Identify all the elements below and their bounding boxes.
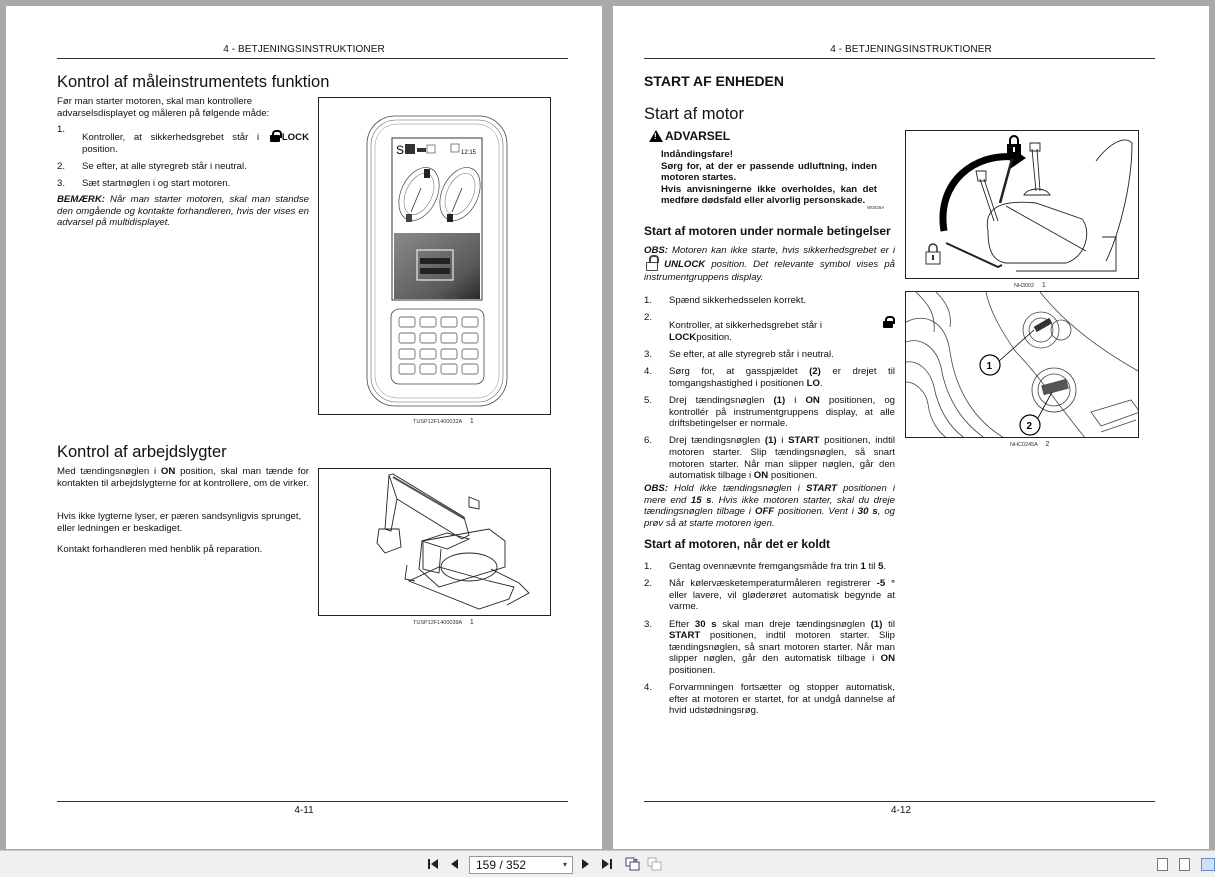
running-head: 4 - BETJENINGSINSTRUKTIONER — [830, 44, 992, 55]
lock-open-icon — [646, 257, 656, 269]
header-rule — [57, 58, 568, 59]
prev-page-icon — [450, 858, 460, 870]
lock-closed-icon — [270, 130, 280, 142]
chapter-title: START AF ENHEDEN — [644, 73, 784, 89]
running-head: 4 - BETJENINGSINSTRUKTIONER — [223, 44, 385, 55]
list-item: 3. Efter 30 s skal man dreje tændingsnøglen (1) til START positionen, indtil motoren starter. Slip tændingsnøglen, så snart motoren starter. Når man slipper nøglen, går den automatisk tilbage i ON positionen. — [644, 618, 895, 676]
subsection-title: Start af motoren under normale betingelser — [644, 224, 891, 238]
continuous-view-icon[interactable] — [1179, 858, 1190, 871]
next-page-icon — [580, 858, 590, 870]
section-title: Start af motor — [644, 105, 744, 123]
subsection-title: Start af motoren, når det er koldt — [644, 537, 831, 551]
paragraph: Med tændingsnøglen i ON position, skal man tænde for kontakten til arbejdslygterne for at kontrollere, om de virker. — [57, 466, 309, 489]
navigation-toolbar — [0, 850, 1215, 877]
normal-start-steps — [644, 295, 895, 487]
list-item: 3. Sæt startnøglen i og start motoren. — [57, 177, 231, 189]
safety-lever-illustration — [906, 131, 1139, 279]
two-page-view-icon[interactable] — [1201, 858, 1215, 871]
page-forward-button[interactable] — [646, 857, 662, 871]
instrument-panel-figure — [318, 97, 551, 415]
list-item: 2. Kontroller, at sikkerhedsgrebet står i LOCKposition. — [644, 312, 895, 343]
lock-open-icon — [926, 244, 940, 264]
list-item: 2. Når kølervæsketemperaturmåleren registrerer -5 ° eller lavere, vil gløderøret automatisk begynde at varme. — [644, 578, 895, 613]
svg-text:1: 1 — [986, 361, 993, 372]
page-dropdown-icon[interactable]: ▾ — [562, 860, 567, 869]
figure-caption: TUSP12F1400039A 1 — [413, 619, 474, 626]
page-number: 4-11 — [294, 805, 314, 816]
first-page-button[interactable] — [427, 857, 441, 871]
obs-note: OBS: Hold ikke tændingsnøglen i START positionen i mere end 15 s. Hvis ikke motoren starter, skal du dreje tændingsnøglen tilbage i OFF positionen. Vent i 30 s, og prøv så at starte motoren igen. — [644, 483, 895, 529]
figure-caption: TUSP12F1400032A 1 — [413, 418, 474, 425]
list-item: 6. Drej tændingsnøglen (1) i START positionen, indtil motoren starter. Slip tændingsnøglen, så snart motoren starter. Når man slipper nøglen, går den automatisk tilbage i ON positionen. — [644, 435, 895, 482]
lock-closed-icon — [1007, 136, 1021, 155]
figure-caption: NH3002 1 — [1014, 282, 1046, 289]
last-page-button[interactable] — [599, 857, 613, 871]
warning-code: W0028A — [867, 205, 885, 210]
first-page-icon — [428, 858, 440, 870]
single-page-view-icon[interactable] — [1157, 858, 1168, 871]
svg-text:2: 2 — [1026, 421, 1033, 432]
safety-lever-figure — [905, 130, 1139, 279]
warning-title: ! ADVARSEL — [649, 129, 730, 143]
page-forward-icon — [647, 857, 662, 871]
header-rule — [644, 58, 1155, 59]
section-title: Kontrol af måleinstrumentets funktion — [57, 73, 330, 91]
warning-body: Indåndingsfare! Sørg for, at der er passende udluftning, inden motoren startes. Hvis anvisningerne ikke overholdes, kan det medføre dødsfald eller alvorlig personskade. — [661, 149, 877, 207]
svg-text:12:15: 12:15 — [461, 150, 477, 156]
lock-closed-icon — [883, 316, 893, 328]
intro-paragraph: Før man starter motoren, skal man kontrollere advarselsdisplayet og måleren på følgende måde: — [57, 96, 270, 119]
list-item: 4. Forvarmningen fortsætter og stopper automatisk, efter at motoren er startet, for at undgå dannelse af hvid udstødningsrøg. — [644, 682, 895, 717]
list-item: 1. Spænd sikkerhedsselen korrekt. — [644, 295, 807, 306]
instrument-panel-illustration — [319, 98, 551, 415]
ignition-throttle-illustration — [906, 292, 1139, 438]
last-page-icon — [600, 858, 612, 870]
excavator-illustration — [319, 469, 551, 616]
page-back-icon — [625, 857, 640, 871]
previous-page-button[interactable] — [448, 857, 462, 871]
footer-rule — [644, 801, 1155, 802]
paragraph: Kontakt forhandleren med henblik på reparation. — [57, 544, 263, 555]
note-paragraph: BEMÆRK: Når man starter motoren, skal man standse den omgående og kontakte forhandleren, hvis der vises en advarsel på multidisplayet. — [57, 194, 309, 229]
list-item: 2. Se efter, at alle styregreb står i neutral. — [57, 160, 247, 172]
ignition-throttle-figure — [905, 291, 1139, 438]
list-item: 3. Se efter, at alle styregreb står i neutral. — [644, 348, 834, 360]
section-title: Kontrol af arbejdslygter — [57, 443, 227, 461]
cold-start-steps — [644, 561, 895, 723]
obs-note: OBS: Motoren kan ikke starte, hvis sikkerhedsgrebet er i UNLOCK position. Det relevante symbol vises på instrumentgruppens display. — [644, 245, 895, 283]
footer-rule — [57, 801, 568, 802]
page-number-input[interactable]: 159 / 352 ▾ — [469, 856, 573, 874]
list-item: 4. Sørg for, at gasspjældet (2) er drejet til tomgangshastighed i positionen LO. — [644, 366, 895, 389]
list-item: 1. Kontroller, at sikkerhedsgrebet står i LOCK position. — [57, 124, 309, 155]
list-item: 5. Drej tændingsnøglen (1) i ON positionen, og kontrollér på instrumentgruppens display, at alle driftsbetingelser er normale. — [644, 394, 895, 430]
check-steps — [57, 124, 309, 195]
paragraph: Hvis ikke lygterne lyser, er pæren sandsynligvis sprunget, eller ledningen er beskadiget. — [57, 511, 302, 534]
page-4-12 — [613, 6, 1209, 849]
figure-caption: NHC0245A 2 — [1010, 441, 1050, 448]
page-back-button[interactable] — [624, 857, 640, 871]
warning-triangle-icon — [649, 130, 663, 142]
list-item: 1. Gentag ovennævnte fremgangsmåde fra trin 1 til 5. — [644, 561, 887, 572]
svg-text:S: S — [396, 143, 405, 157]
next-page-button[interactable] — [579, 857, 591, 871]
page-number: 4-12 — [890, 805, 911, 816]
page-4-11 — [6, 6, 602, 849]
excavator-figure — [318, 468, 551, 616]
